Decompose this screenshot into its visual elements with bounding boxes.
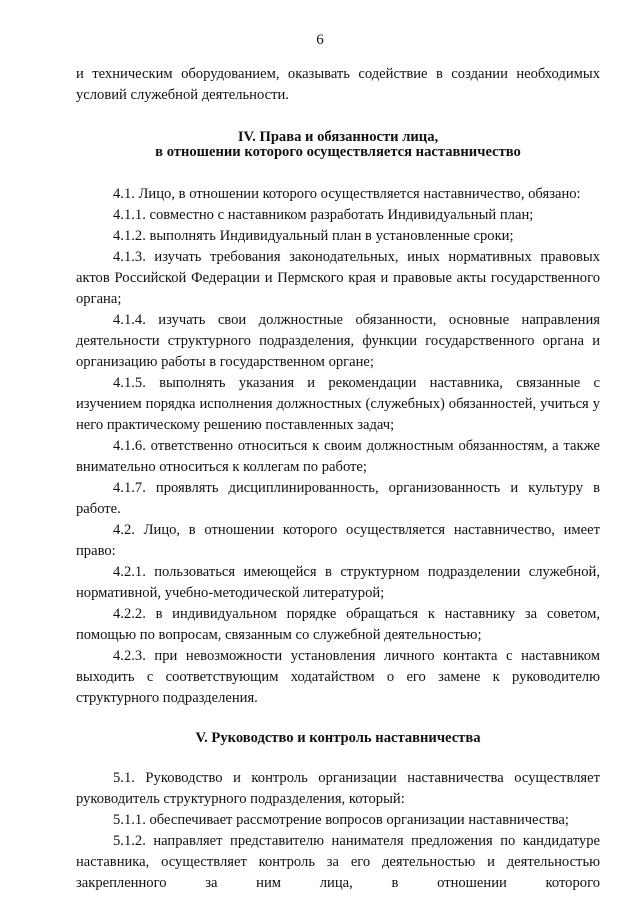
document-body	[76, 64, 600, 894]
paragraph-4-1-1: 4.1.1. совместно с наставником разработать Индивидуальный план;	[113, 207, 534, 223]
paragraph-4-1: 4.1. Лицо, в отношении которого осуществляется наставничество, обязано:	[113, 186, 581, 202]
paragraph-4-1-3: 4.1.3. изучать требования законодательных, иных нормативных правовых актов Российской Федерации и Пермского края и правовые акты государственного органа;	[76, 249, 600, 307]
paragraph-5-1-1: 5.1.1. обеспечивает рассмотрение вопросов организации наставничества;	[113, 812, 569, 828]
paragraph-4-1-4: 4.1.4. изучать свои должностные обязанности, основные направления деятельности структурного подразделения, функции государственного органа и организацию работы в государственном органе;	[76, 312, 600, 370]
paragraph-4-1-7: 4.1.7. проявлять дисциплинированность, организованность и культуру в работе.	[76, 480, 600, 517]
paragraph-4-2: 4.2. Лицо, в отношении которого осуществляется наставничество, имеет право:	[76, 522, 600, 559]
section-iv-title-line2: в отношении которого осуществляется наставничество	[155, 144, 521, 160]
intro-paragraph: и техническим оборудованием, оказывать содействие в создании необходимых условий служебной деятельности.	[76, 66, 600, 103]
paragraph-4-2-1: 4.2.1. пользоваться имеющейся в структурном подразделении служебной, нормативной, учебно-методической литературой;	[76, 564, 600, 601]
paragraph-4-1-6: 4.1.6. ответственно относиться к своим должностным обязанностям, а также внимательно относиться к коллегам по работе;	[76, 438, 600, 475]
paragraph-5-1-2: 5.1.2. направляет представителю нанимателя предложения по кандидатуре наставника, осуществляет контроль за его деятельностью и деятельностью закрепленного за ним лица, в отношении которого	[76, 833, 600, 891]
section-v-title: V. Руководство и контроль наставничества	[195, 730, 481, 746]
paragraph-5-1: 5.1. Руководство и контроль организации наставничества осуществляет руководитель структурного подразделения, который:	[76, 770, 600, 807]
section-iv-title	[76, 130, 600, 160]
paragraph-4-2-3: 4.2.3. при невозможности установления личного контакта с наставником выходить с соответствующим ходатайством о его замене к руководителю структурного подразделения.	[76, 648, 600, 706]
paragraph-4-1-2: 4.1.2. выполнять Индивидуальный план в установленные сроки;	[113, 228, 514, 244]
paragraph-4-2-2: 4.2.2. в индивидуальном порядке обращаться к наставнику за советом, помощью по вопросам, связанным со служебной деятельностью;	[76, 606, 600, 643]
section-iv-title-line1: IV. Права и обязанности лица,	[237, 129, 439, 145]
page-number: 6	[316, 32, 324, 48]
paragraph-4-1-5: 4.1.5. выполнять указания и рекомендации наставника, связанные с изучением порядка исполнения должностных (служебных) обязанностей, учиться у него практическому решению поставленных задач;	[76, 375, 600, 433]
